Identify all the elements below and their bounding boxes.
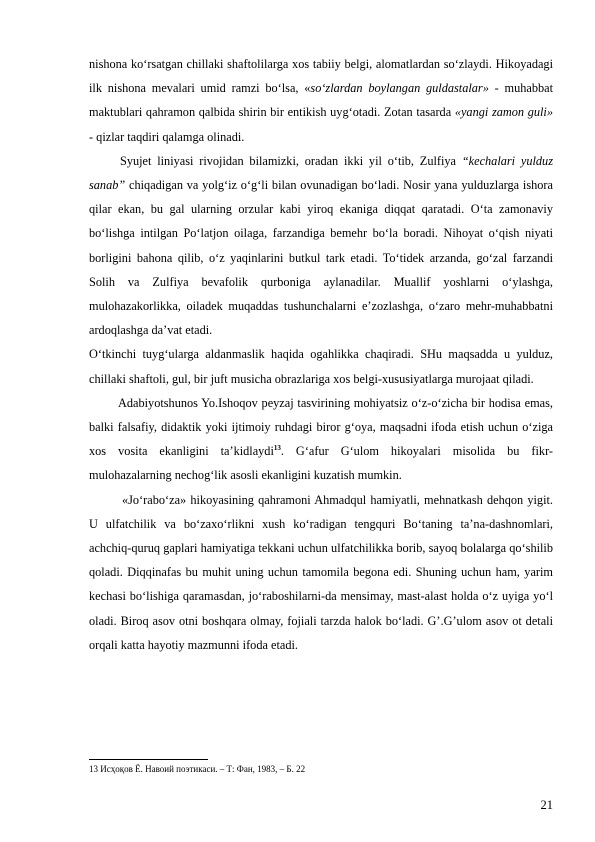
text-run: - qizlar taqdiri qalamga olinadi. [89, 129, 245, 144]
text-run: «Jo‘rabo‘za» hikoyasining qahramoni Ahmadqul hamiyatli, mehnatkash dehqon yigit. U ulfatchilik va bo‘zaxo‘rlikni xush ko‘radigan tengquri Bo‘taning ta’na-dashnomlari, achchiq-quruq gaplari hamiyatiga tekkani uchun ulfatchilikka borib, sayoq bolalarga qo‘shilib qoladi. Diqqinafas bu muhit uning uchun tamomila begona edi. Shuning uchun ham, yarim kechasi bo‘lishiga qaramasdan, jo‘raboshilarni-da mensimay, mast-alast holda o‘z uyiga yo‘l oladi. Biroq asov otni boshqara olmay, fojiali tarzda halok bo‘ladi. G’.G’ulom asov ot detali orqali katta hayotiy mazmunni ifoda etadi. [89, 492, 553, 652]
text-run: . G‘afur G‘ulom hikoyalari misolida bu fikr-mulohazalarning nechog‘lik asosli ekanligini kuzatish mumkin. [89, 444, 554, 483]
text-run: Adabiyotshunos Yo.Ishoqov peyzaj tasvirining mohiyatsiz o‘z-o‘zicha bir hodisa emas, balki falsafiy, didaktik yoki ijtimoiy ruhdagi biror g‘oya, maqsadni ifoda etish uchun o‘ziga xos vosita ekanligini ta’kidlaydi [89, 395, 553, 459]
italic-phrase: «yangi zamon guli» [454, 105, 553, 120]
footnote-ref: 13 [273, 444, 281, 453]
text-run: O‘tkinchi tuyg‘ularga aldanmaslik haqida ogahlikka chaqiradi. SHu maqsadda u yulduz, chillaki shaftoli, gul, bir juft musicha obrazlariga xos belgi-xususiyatlarga murojaat qiladi. [89, 347, 553, 386]
paragraph-1 [89, 52, 553, 149]
text-run: chiqadigan va yolg‘iz o‘g‘li bilan ovunadigan bo‘ladi. Nosir yana yulduzlarga ishora qilar ekan, bu gal ularning orzular kabi yiroq ekaniga diqqat qaratadi. O‘ta zamonaviy bo‘lishga intilgan Po‘latjon oilaga, farzandiga bemehr bo‘la boradi. Nihoyat o‘qish niyati borligini bahona qilib, o‘z yaqinlarini butkul tark etadi. To‘tidek arzanda, go‘zal farzandi Solih va Zulfiya bevafolik qurboniga aylanadilar. Muallif yoshlarni o‘ylashga, mulohazakorlikka, oiladek muqaddas tushunchalarni e’zozlashga, o‘zaro mehr-muhabbatni ardoqlashga da’vat etadi. [89, 178, 553, 338]
paragraph-5 [89, 488, 553, 657]
body-text [89, 52, 553, 657]
paragraph-4 [89, 391, 553, 488]
text-run: Syujet liniyasi rivojidan bilamizki, oradan ikki yil o‘tib, Zulfiya [120, 153, 462, 168]
footnote: 13 Исҳоқов Ё. Навоий поэтикаси. – Т: Фан, 1983, – Б. 22 [89, 764, 306, 774]
text-run: - muhabbat maktublari qahramon qalbida shirin bir entikish uyg‘otadi. Zotan tasarda [89, 81, 553, 120]
italic-phrase: so‘zlardan boylangan guldastalar» [310, 81, 489, 96]
paragraph-2 [89, 149, 553, 343]
italic-phrase: “kechalari yulduz sanab” [89, 153, 553, 193]
footnote-divider [89, 759, 208, 760]
paragraph-3 [89, 342, 553, 390]
page-number: 21 [540, 798, 553, 812]
text-run: nishona ko‘rsatgan chillaki shaftolilarga xos tabiiy belgi, alomatlardan so‘zlaydi. Hikoyadagi ilk nishona mevalari umid ramzi bo‘lsa, « [89, 57, 553, 96]
